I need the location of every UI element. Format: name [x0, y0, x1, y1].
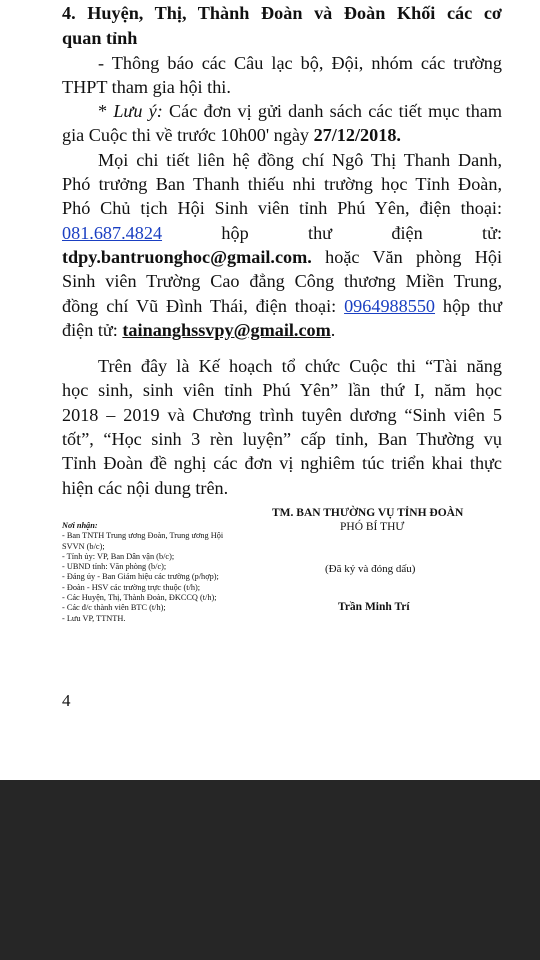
section-heading: 4. Huyện, Thị, Thành Đoàn và Đoàn Khối các cơ — [62, 3, 502, 23]
recipient-item: - Tỉnh ủy: VP, Ban Dân vận (b/c); — [62, 551, 175, 561]
contact-line — [62, 294, 502, 318]
note-prefix: * — [98, 101, 114, 122]
phone-link-2[interactable]: 0964988550 — [344, 295, 436, 316]
contact-text: . — [330, 319, 336, 340]
contact-line: Sinh viên Trường Cao đẳng Công thương Miền Trung, — [62, 271, 502, 292]
viewer-backdrop — [0, 780, 540, 960]
note-text-cont: gia Cuộc thi về trước 10h00' ngày — [62, 125, 314, 146]
signature-position: PHÓ BÍ THƯ — [340, 521, 405, 533]
recipients-list — [62, 521, 223, 624]
bullet-line: - Thông báo các Câu lạc bộ, Đội, nhóm các trường — [98, 52, 502, 73]
contact-line: Phó Chủ tịch Hội Sinh viên tỉnh Phú Yên, điện thoại: — [62, 198, 502, 219]
closing-line: 2018 – 2019 và Chương trình tuyên dương “Sinh viên 5 — [62, 404, 502, 425]
note-line — [62, 99, 502, 123]
contact-line — [62, 221, 502, 245]
main-text — [62, 0, 502, 500]
closing-line: Trên đây là Kế hoạch tổ chức Cuộc thi “Tài năng — [98, 356, 502, 377]
recipient-item: - Lưu VP, TTNTH. — [62, 613, 126, 623]
contact-line — [62, 318, 502, 342]
recipient-item: - Các Huyện, Thị, Thành Đoàn, ĐKCCQ (t/h); — [62, 593, 217, 603]
note-text: Các đơn vị gửi danh sách các tiết mục tham — [162, 101, 503, 122]
closing-line: hiện các nội dung trên. — [62, 477, 229, 498]
signer-name: Trần Minh Trí — [338, 601, 410, 613]
recipient-item: - Ban TNTH Trung ương Đoàn, Trung ương Hội — [62, 531, 224, 541]
recipients-label: Nơi nhận: — [62, 521, 98, 530]
signature-title: TM. BAN THƯỜNG VỤ TỈNH ĐOÀN — [272, 507, 464, 519]
deadline-date: 27/12/2018. — [313, 125, 401, 146]
page-number: 4 — [62, 691, 71, 710]
recipient-item: - Đoàn - HSV các trường trực thuộc (t/h); — [62, 582, 201, 592]
bullet-line-cont: THPT tham gia hội thi. — [62, 76, 231, 97]
note-label: Lưu ý: — [113, 101, 163, 122]
email-text-1: tdpy.bantruonghoc@gmail.com. — [62, 246, 312, 267]
contact-text: hoặc Văn phòng Hội — [311, 246, 502, 267]
closing-line: học sinh, sinh viên tỉnh Phú Yên” lần thứ I, năm học — [62, 380, 502, 401]
contact-text: hộp thư — [435, 295, 502, 316]
section-heading-cont: quan tỉnh — [62, 28, 138, 49]
recipient-item: - UBND tỉnh: Văn phòng (b/c); — [62, 562, 167, 572]
recipient-item: - Đảng ủy - Ban Giám hiệu các trường (p/hợp); — [62, 572, 219, 582]
contact-text: đồng chí Vũ Đình Thái, điện thoại: — [62, 295, 345, 316]
recipient-item: SVVN (b/c); — [62, 541, 105, 551]
contact-line: Mọi chi tiết liên hệ đồng chí Ngô Thị Thanh Danh, — [98, 149, 502, 170]
phone-link-1[interactable]: 081.687.4824 — [62, 222, 163, 243]
note-line-cont — [62, 123, 502, 147]
signature-note: (Đã ký và đóng dấu) — [325, 563, 416, 575]
closing-line: tốt”, “Học sinh 3 rèn luyện” cấp tỉnh, Ban Thường vụ — [62, 429, 502, 450]
contact-line — [62, 245, 502, 269]
recipient-item: - Các đ/c thành viên BTC (t/h); — [62, 603, 166, 613]
closing-line: Tỉnh Đoàn đề nghị các đơn vị nghiêm túc triển khai thực — [62, 453, 502, 474]
contact-line: Phó trưởng Ban Thanh thiếu nhi trường học Tỉnh Đoàn, — [62, 174, 502, 195]
contact-text: hộp thư điện tử: — [221, 222, 503, 243]
email-link-2[interactable]: tainanghssvpy@gmail.com — [122, 319, 331, 340]
contact-text: điện tử: — [62, 319, 123, 340]
